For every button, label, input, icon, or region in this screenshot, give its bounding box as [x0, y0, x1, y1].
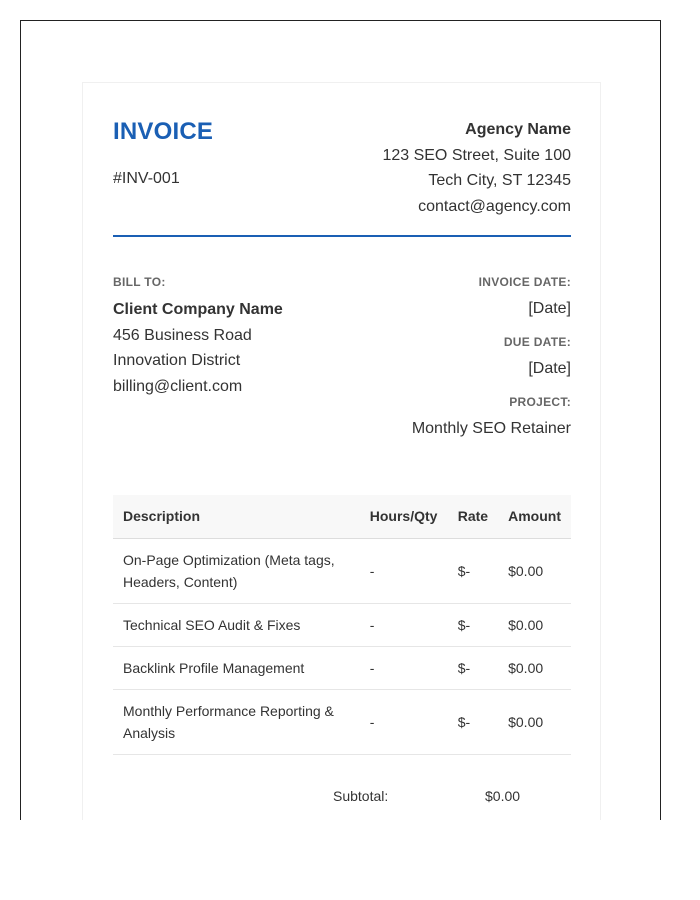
table-row: [113, 538, 571, 603]
table-row: [113, 603, 571, 646]
table-header-row: [113, 495, 571, 538]
row-rate: $-: [448, 538, 498, 603]
bill-to-block: [113, 275, 283, 399]
row-qty: -: [360, 646, 448, 689]
agency-name: Agency Name: [465, 121, 571, 138]
row-qty: -: [360, 603, 448, 646]
invoice-meta: [113, 237, 571, 495]
invoice-number: #INV-001: [113, 170, 180, 187]
project-label: PROJECT:: [509, 395, 571, 409]
row-amount: $0.00: [498, 538, 571, 603]
row-amount: $0.00: [498, 646, 571, 689]
table-row: [113, 689, 571, 754]
invoice-title: INVOICE: [113, 118, 214, 145]
row-amount: $0.00: [498, 689, 571, 754]
row-description: Technical SEO Audit & Fixes: [113, 603, 360, 646]
client-address-line-2: Innovation District: [113, 352, 241, 369]
invoice-content: [113, 113, 571, 755]
column-header-description: Description: [113, 495, 360, 538]
table-row: [113, 646, 571, 689]
agency-block: [382, 117, 571, 219]
invoice-date-value: [Date]: [528, 300, 571, 317]
bill-to-label: BILL TO:: [113, 275, 166, 289]
agency-email: contact@agency.com: [418, 197, 571, 215]
project-value: Monthly SEO Retainer: [411, 420, 571, 437]
client-email: billing@client.com: [113, 377, 243, 395]
invoice-header: [113, 113, 571, 237]
totals-block: [333, 788, 583, 804]
client-address-line-1: 456 Business Road: [113, 326, 252, 344]
row-description: Backlink Profile Management: [113, 646, 360, 689]
agency-address-line-2: Tech City, ST 12345: [428, 172, 571, 189]
due-date-value: [Date]: [528, 360, 571, 377]
agency-address-line-1: 123 SEO Street, Suite 100: [382, 146, 571, 164]
subtotal-value: $0.00: [485, 788, 521, 804]
row-rate: $-: [448, 646, 498, 689]
invoice-details-block: [412, 275, 571, 439]
document-page: [20, 20, 661, 820]
column-header-hours-qty: Hours/Qty: [360, 495, 448, 538]
line-items-table: [113, 495, 571, 755]
column-header-amount: Amount: [498, 495, 571, 538]
row-amount: $0.00: [498, 603, 571, 646]
due-date-label: DUE DATE:: [503, 335, 571, 349]
invoice-card: [82, 82, 601, 820]
subtotal-label: Subtotal:: [333, 788, 389, 804]
row-rate: $-: [448, 603, 498, 646]
row-description: On-Page Optimization (Meta tags, Headers, Content): [113, 538, 360, 603]
row-description: Monthly Performance Reporting & Analysis: [113, 689, 360, 754]
client-company-name: Client Company Name: [113, 301, 283, 318]
row-rate: $-: [448, 689, 498, 754]
column-header-rate: Rate: [448, 495, 498, 538]
invoice-date-label: INVOICE DATE:: [478, 275, 571, 289]
row-qty: -: [360, 689, 448, 754]
row-qty: -: [360, 538, 448, 603]
